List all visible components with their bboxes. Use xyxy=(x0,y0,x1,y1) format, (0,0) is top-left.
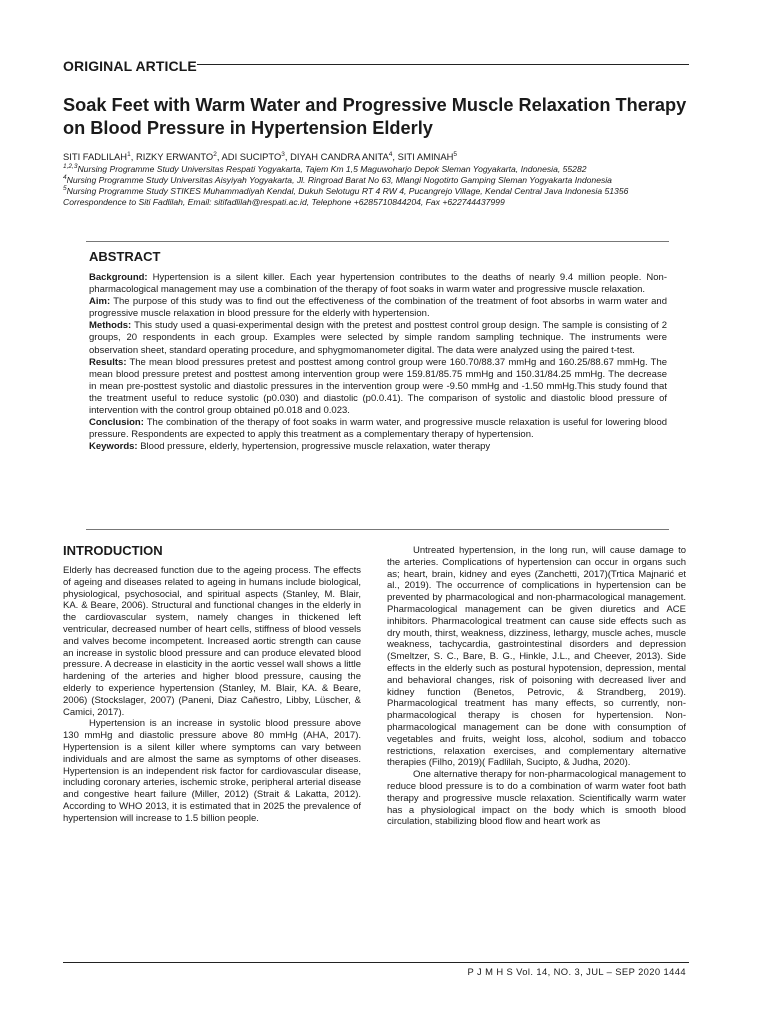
author-name: ADI SUCIPTO xyxy=(221,151,282,162)
affiliation-superscript: 4 xyxy=(63,173,67,181)
paper-title: Soak Feet with Warm Water and Progressive Muscle Relaxation Therapy on Blood Pressure in Hypertension Elderly xyxy=(63,95,687,138)
author-superscript: 2 xyxy=(213,151,217,158)
header-rule xyxy=(197,64,689,65)
abstract-text: Hypertension is a silent killer. Each year hypertension contributes to the deaths of nearly 9.4 million people. Non-pharmacological management may use a combination of the therapy of foot soaks in warm water and progressive muscle relaxation. xyxy=(89,272,667,296)
abstract-keywords xyxy=(89,441,667,453)
journal-footer: P J M H S Vol. 14, NO. 3, JUL – SEP 2020 1444 xyxy=(467,966,686,977)
affiliation-superscript: 1,2,3 xyxy=(63,163,78,170)
body-paragraph: Hypertension is an increase in systolic blood pressure above 130 mmHg and diastolic pressure above 80 mmHg (AHA, 2017). Hypertension is a silent killer where symptoms can vary between individuals and are almost the same as symptoms of other diseases. Hypertension is an independent risk factor for cardiovascular disease, including coronary arteries, ischemic stroke, peripheral arterial disease and congestive heart failure (Miller, 2012) (Strait & Lakatta, 2012). According to WHO 2013, it is estimated that in 2025 the prevalence of hypertension will increase to 1.5 billion people. xyxy=(63,718,361,824)
left-column xyxy=(63,565,361,825)
abstract-text: The purpose of this study was to find out the effectiveness of the combination of the treatment of foot absorbs in warm water and progressive muscle relaxation in blood pressure for the elderly with hypertension. xyxy=(89,296,668,320)
right-column xyxy=(387,545,686,828)
author-name: SITI FADLILAH xyxy=(63,151,128,162)
abstract-text: Blood pressure, elderly, hypertension, progressive muscle relaxation, water therapy xyxy=(140,441,491,453)
abstract-bottom-rule xyxy=(86,529,669,530)
abstract-results xyxy=(89,357,667,417)
affiliation xyxy=(63,164,693,175)
affiliation-text: Nursing Programme Study Universitas Aisyiyah Yogyakarta, Jl. Ringroad Barat No 63, Mlangi Nogotirto Gamping Sleman Yogyakarta Indonesia xyxy=(66,174,612,185)
author-superscript: 3 xyxy=(281,151,285,158)
abstract-label: Keywords: xyxy=(89,441,138,453)
abstract-label: Results: xyxy=(89,356,127,368)
article-type-label: ORIGINAL ARTICLE xyxy=(63,58,197,74)
affiliation-text: Nursing Programme Study STIKES Muhammadiyah Kendal, Dukuh Selotugu RT 4 RW 4, Pucangrejo Village, Kendal Central Java Indonesia 51356 xyxy=(66,185,629,196)
affiliation xyxy=(63,186,693,197)
abstract-top-rule xyxy=(86,241,669,242)
body-paragraph: Elderly has decreased function due to the ageing process. The effects of ageing and diseases related to ageing in humans include biological, physiological, psychosocial, and spiritual aspects (Stanley, M. Blair, KA. & Beare, 2006). Structural and functional changes in the elderly in the cardiovascular system, namely changes in thickened left ventricular, decreased number of heart cells, stiffness of blood vessels and valves become incompetent. Increased aortic strength can cause an increase in systolic blood pressure and can produce elevated blood pressure. A decrease in elasticity in the aortic vessel wall shows a little hardening of the arteries and higher blood pressure, causing the elderly to experience hypertension (Stanley, M. Blair, KA. & Beare, 2006) (Stockslager, 2007) (Paneni, Diaz Cañestro, Libby, Lüscher, & Camici, 2017). xyxy=(63,565,361,718)
author-superscript: 1 xyxy=(127,151,131,158)
abstract-label: Conclusion: xyxy=(89,417,144,429)
abstract-label: Aim: xyxy=(89,296,111,308)
abstract-body xyxy=(89,272,667,453)
abstract-label: Background: xyxy=(89,272,148,283)
abstract-methods xyxy=(89,320,667,356)
author-name: SITI AMINAH xyxy=(397,151,454,162)
abstract-label: Methods: xyxy=(89,320,132,332)
footer-rule xyxy=(63,962,689,963)
affiliation-text: Nursing Programme Study Universitas Respati Yogyakarta, Tajem Km 1,5 Maguwoharjo Depok Sleman Yogyakarta, Indonesia, 55282 xyxy=(77,164,587,174)
abstract-text: This study used a quasi-experimental design with the pretest and posttest control group design. The sample is consisting of 2 groups, 20 respondents in each group. Examples were selected by simple random sampling technique. The instruments were observation sheet, standard operating procedure, and sphygmomanometer digital. The data were analyzed using the paired t-test. xyxy=(89,320,667,356)
abstract-heading: ABSTRACT xyxy=(89,249,161,264)
body-paragraph: Untreated hypertension, in the long run, will cause damage to the arteries. Complications of hypertension can occur in organs such as; heart, brain, kidney and eyes (Zanchetti, 2017)(Trtica Majnarić et al., 2019). The occurrence of complications in hypertension can be prevented by pharmacological and non-pharmacological management. Pharmacological management can be given diuretics and ACE inhibitors. Pharmacological treatment can cause side effects such as dry mouth, thirst, weakness, dizziness, lethargy, muscle aches, muscle weakness, tachycardia, gastrointestinal disorders and depression (Smeltzer, S. C., Bare, B. G., Hinkle, J.L., and Cheever, 2013). Side effects in the elderly such as postural hypotension, depression, mental and behavioral changes, risk of poisoning with decreased liver and kidney function (Benetos, Petrovic, & Strandberg, 2019). Pharmacological treatment has many effects, so currently, non-pharmacological therapy is chosen for hypertension. Non-pharmacological management can be done with consumption of vegetables and fruits, weight loss, alcohol, sodium and tobacco restrictions, relaxation exercises, and complementary alternative therapies (Filho, 2019)( Fadlilah, Sucipto, & Judha, 2020). xyxy=(387,545,686,769)
abstract-text: The mean blood pressures pretest and posttest among control group were 160.70/88.37 mmHg and 160.25/88.67 mmHg. The mean blood pressure pretest and posttest among intervention group were 159.81/85.75 mmHg and 150.31/84.25 mmHg. The decrease in mean pre-posttest systolic and diastolic pressures in the intervention group were -9.50 mmHg and -1.50 mmHg.This study found that the treatment useful to reduce systolic (p0.030) and diastolic (p0.0.41). The comparison of systolic and diastolic blood pressure of intervention with the control group obtained p0.018 and 0.023. xyxy=(89,356,668,417)
introduction-heading: INTRODUCTION xyxy=(63,543,163,558)
affiliation-superscript: 5 xyxy=(63,184,67,192)
abstract-aim xyxy=(89,296,667,320)
abstract-background xyxy=(89,272,667,296)
affiliation xyxy=(63,175,693,186)
affiliations xyxy=(63,164,693,208)
author-list: SITI FADLILAH$^1$, RIZKY ERWANTO$^2$, ADI SUCIPTO$^3$, DIYAH CANDRA ANITA$^4$, SITI AMINAH$^5$ xyxy=(63,151,457,162)
author-name: DIYAH CANDRA ANITA xyxy=(290,151,389,162)
author-superscript: 4 xyxy=(388,151,393,158)
abstract-text: The combination of the therapy of foot soaks in warm water, and progressive muscle relaxation is useful for lowering blood pressure. Respondents are expected to apply this treatment as a complementary therapy of hypertension. xyxy=(89,417,668,441)
author-name: RIZKY ERWANTO xyxy=(135,151,214,162)
correspondence: Correspondence to Siti Fadlilah, Email: sitifadlilah@respati.ac.id, Telephone +6285710844204, Fax +622744437999 xyxy=(63,196,505,207)
body-paragraph: One alternative therapy for non-pharmacological management to reduce blood pressure is to do a combination of warm water foot bath therapy and progressive muscle relaxation. Scientifically warm water has a physiological impact on the body which is smooth blood circulation, stabilizing blood flow and heart work as xyxy=(387,769,686,828)
abstract-conclusion xyxy=(89,417,667,441)
author-superscript: 5 xyxy=(453,151,457,158)
